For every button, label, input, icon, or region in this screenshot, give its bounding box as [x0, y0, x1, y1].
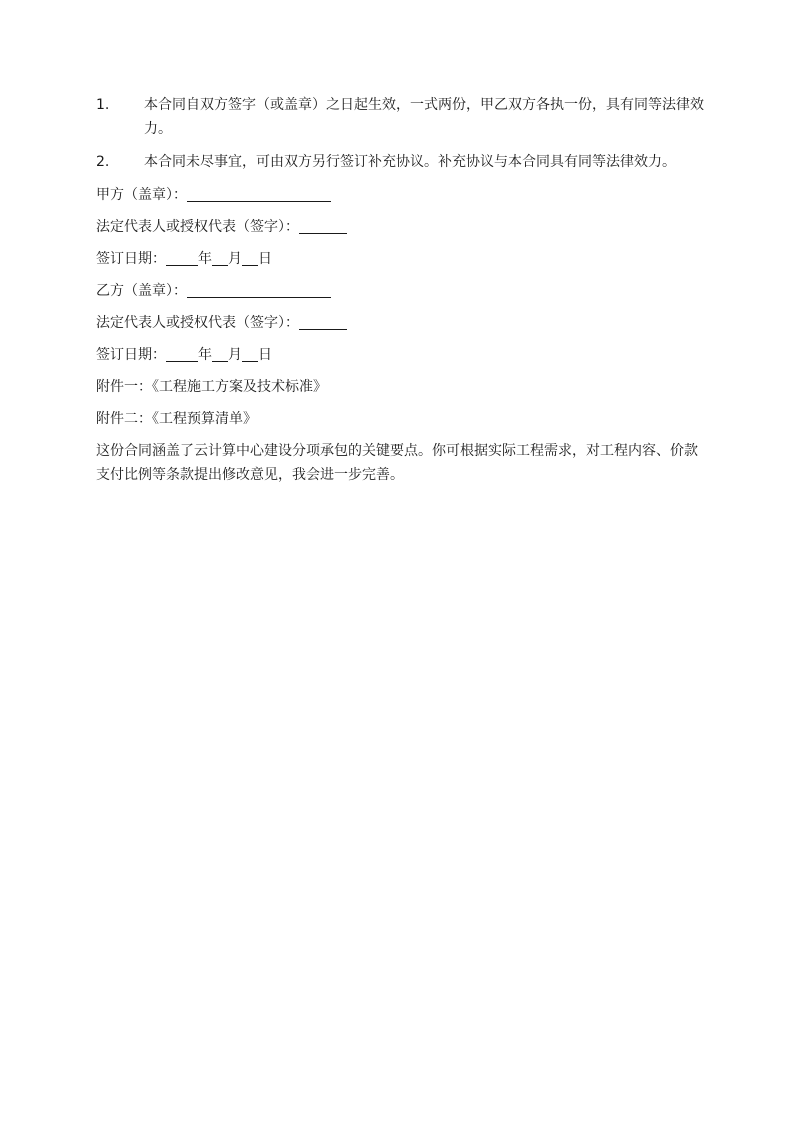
attachment-1: 附件一：《工程施工方案及技术标准》 [96, 379, 327, 395]
party-b-rep-label: 法定代表人或授权代表（签字）： [96, 315, 299, 331]
clause-text: 本合同未尽事宜，可由双方另行签订补充协议。补充协议与本合同具有同等法律效力。 [144, 154, 676, 170]
party-a-seal-blank[interactable] [187, 185, 331, 202]
party-b-date-line [96, 343, 706, 367]
party-b-day-blank[interactable] [242, 345, 258, 362]
party-a-year-blank[interactable] [166, 249, 198, 266]
party-a-rep-line [96, 215, 706, 239]
month-unit: 月 [228, 347, 242, 363]
party-b-signature-blank[interactable] [299, 313, 347, 330]
year-unit: 年 [198, 251, 212, 267]
year-unit: 年 [198, 347, 212, 363]
party-b-rep-line [96, 311, 706, 335]
party-a-seal-line [96, 183, 706, 207]
clause-text: 本合同自双方签字（或盖章）之日起生效，一式两份，甲乙双方各执一份，具有同等法律效力。 [144, 97, 704, 137]
day-unit: 日 [258, 347, 272, 363]
party-a-date-label: 签订日期： [96, 251, 166, 267]
party-a-date-line [96, 247, 706, 271]
day-unit: 日 [258, 251, 272, 267]
party-a-month-blank[interactable] [212, 249, 228, 266]
party-a-rep-label: 法定代表人或授权代表（签字）： [96, 219, 299, 235]
party-a-seal-label: 甲方（盖章）： [96, 187, 187, 203]
party-b-date-label: 签订日期： [96, 347, 166, 363]
clause-2 [96, 150, 706, 174]
party-b-year-blank[interactable] [166, 345, 198, 362]
party-b-seal-line [96, 279, 706, 303]
month-unit: 月 [228, 251, 242, 267]
party-a-day-blank[interactable] [242, 249, 258, 266]
contract-page [96, 93, 706, 495]
party-b-seal-label: 乙方（盖章）： [96, 283, 187, 299]
closing-note: 这份合同涵盖了云计算中心建设分项承包的关键要点。你可根据实际工程需求，对工程内容、价款支付比例等条款提出修改意见，我会进一步完善。 [96, 443, 698, 483]
party-b-seal-blank[interactable] [187, 281, 331, 298]
clause-number: 2. [96, 154, 110, 170]
party-a-signature-blank[interactable] [299, 217, 347, 234]
attachment-2: 附件二：《工程预算清单》 [96, 411, 257, 427]
clause-number: 1. [96, 97, 110, 113]
clause-1 [96, 93, 706, 141]
party-b-month-blank[interactable] [212, 345, 228, 362]
